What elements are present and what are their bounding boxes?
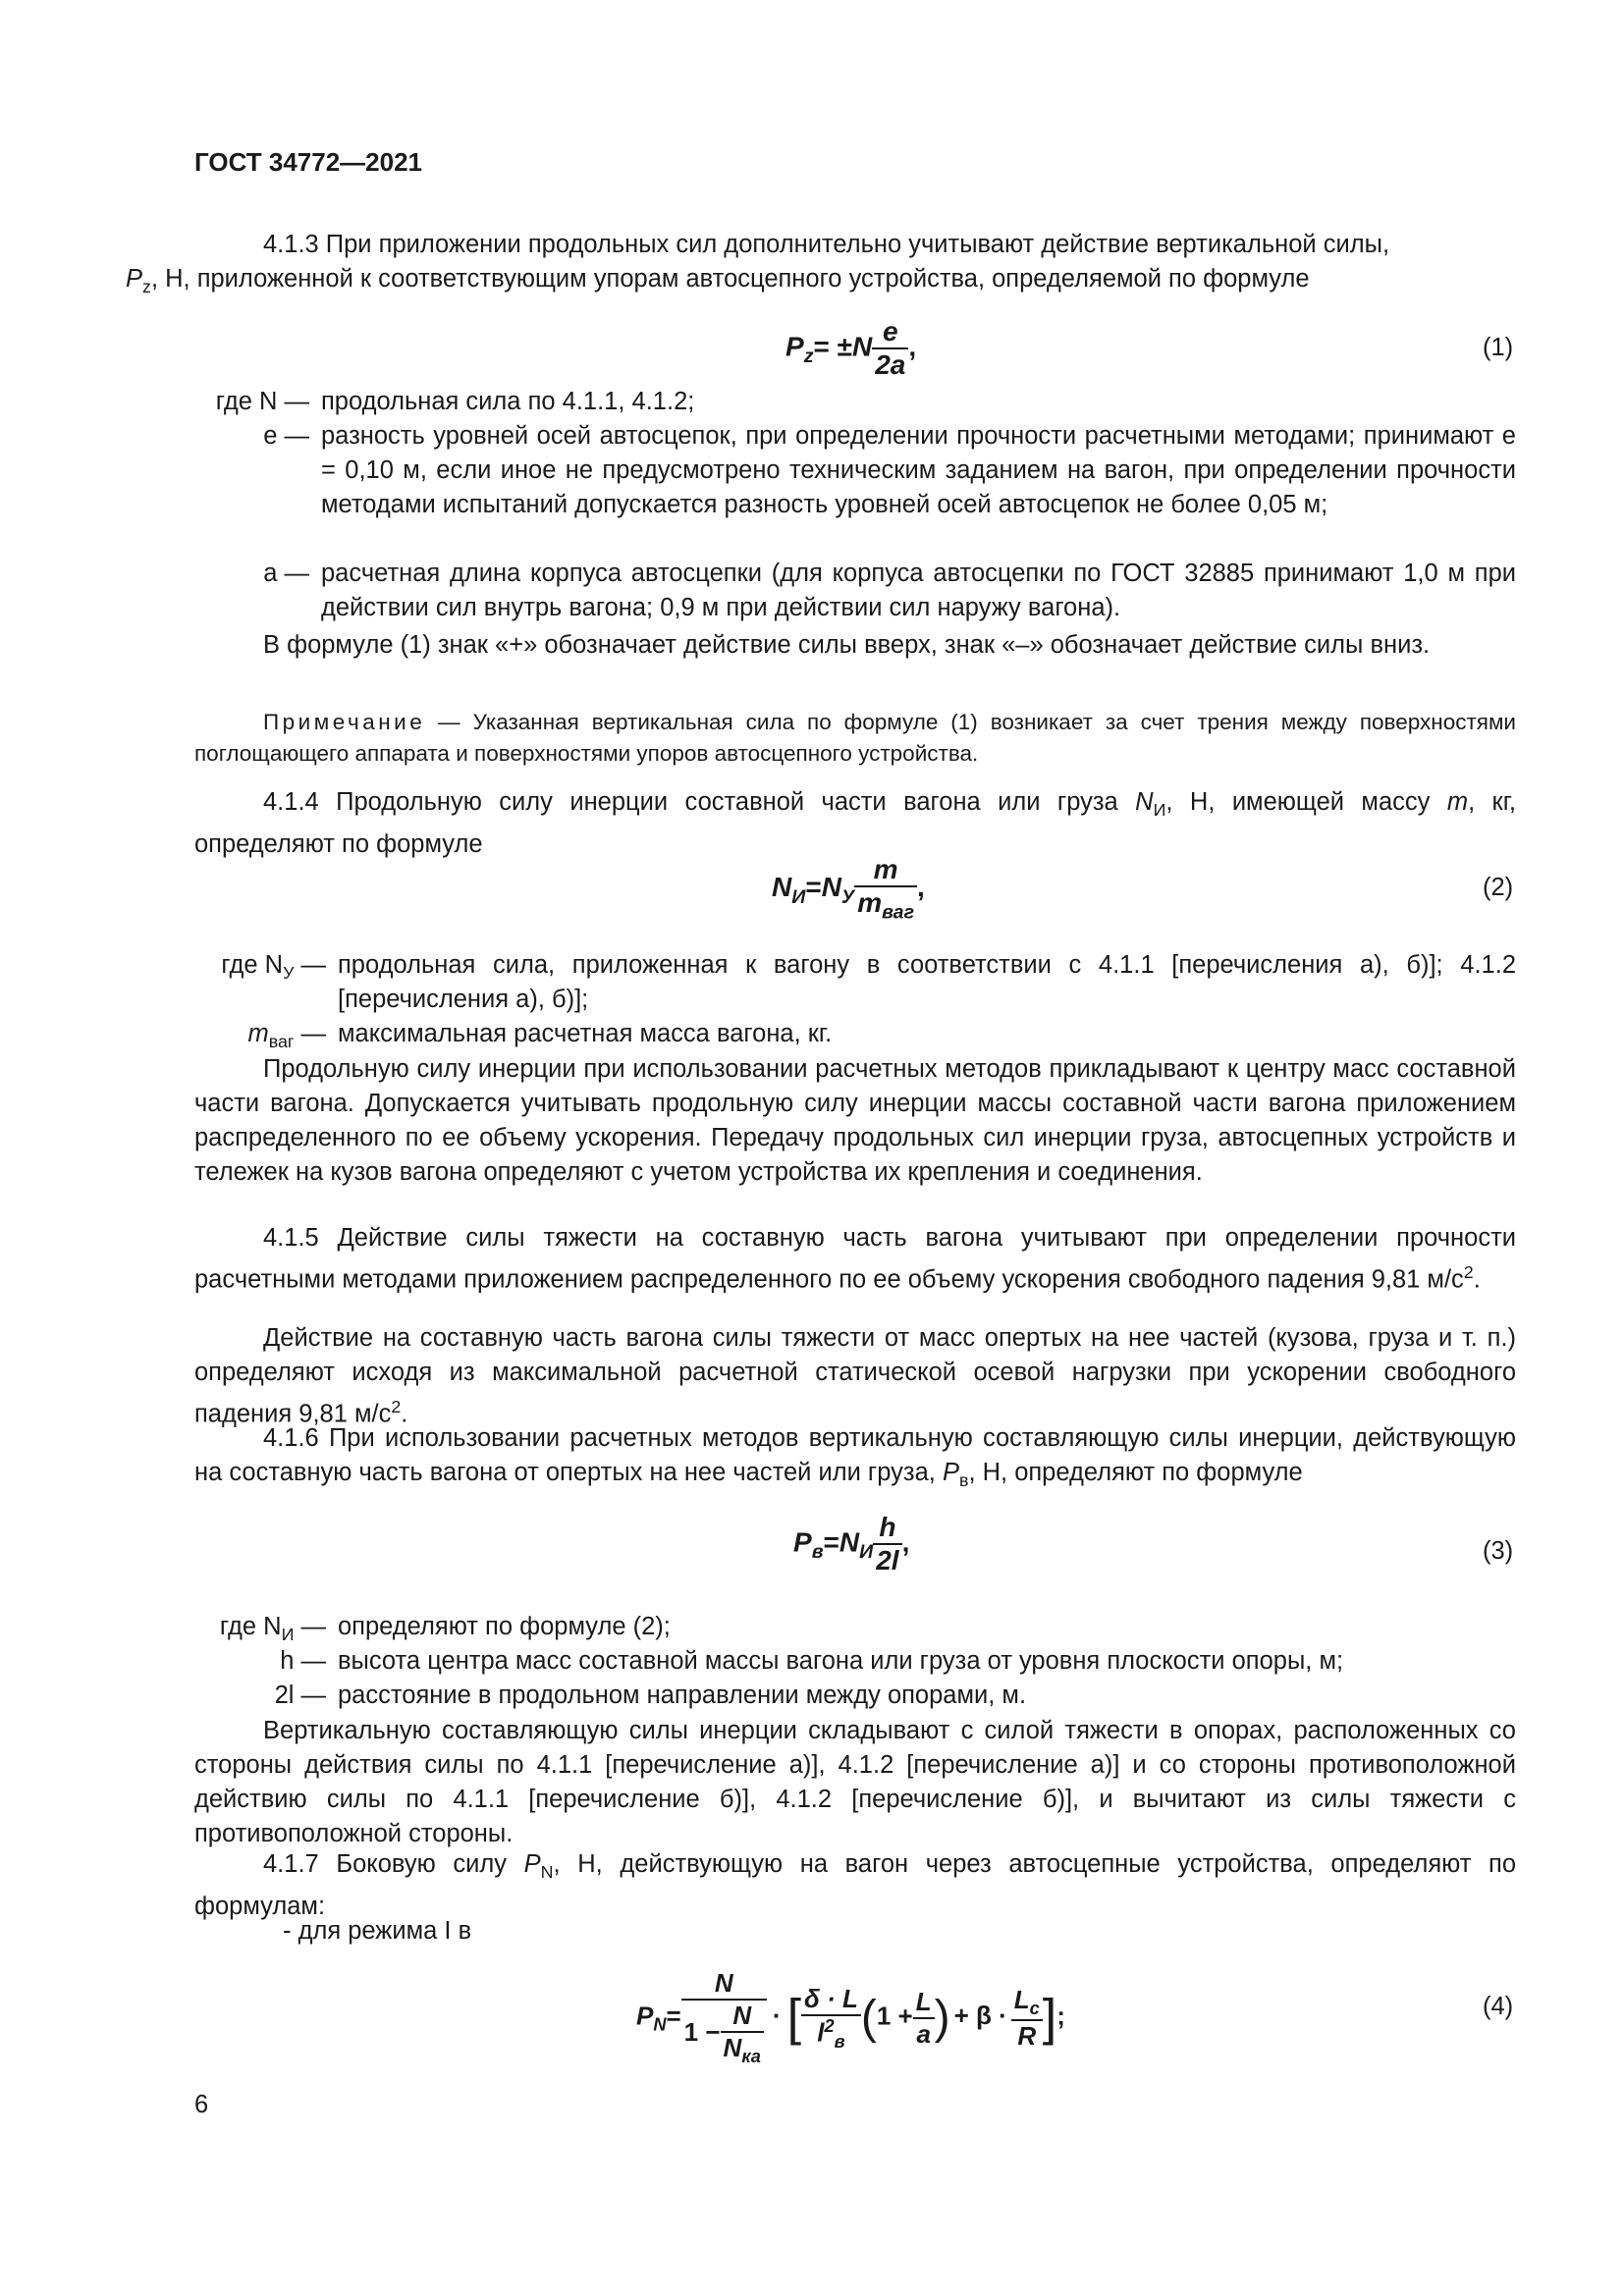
where-label: e — <box>263 422 309 450</box>
equation-number-2: (2) <box>1483 874 1514 901</box>
paragraph-vertical: Вертикальную составляющую силы инерции складывают с силой тяжести в опорах, расположенных со стороны действия силы по 4.1.1 [перечисление а)], 4.1.2 [перечисление а)] и со стороны противоположной действию силы по 4.1.1 [перечисление б)], 4.1.2 [перечисление б)], и вычитают из силы тяжести с противоположной стороны. <box>194 1717 1516 1847</box>
fraction: $\frac{L}{a}$ <box>913 1987 935 2050</box>
where-label: где $N_У$ — <box>221 951 326 984</box>
where-label: h — <box>280 1647 326 1675</box>
formula-2: $N_И=N_У$ $\frac{m}{m_{ваг}}$ , <box>772 854 925 924</box>
fraction: $\frac{\delta \cdot L}{l^2_в}$ <box>801 1984 861 2053</box>
fraction: $\frac{m}{m_{ваг}}$ <box>854 854 917 925</box>
paragraph-inertia: Продольную силу инерции при использовании расчетных методов прикладывают к центру масс составной части вагона. Допускается учитывать продольную силу инерции массы составной части вагона приложением распределенного по ее объему ускорения. Передачу продольных сил инерции груза, автосцепных устройств и тележек на кузов вагона определяют с учетом устройства их крепления и соединения. <box>194 1055 1516 1186</box>
where-label: a — <box>263 560 309 587</box>
where-text: определяют по формуле (2); <box>338 1613 671 1640</box>
where-label: где $N_И$ — <box>219 1613 326 1645</box>
note <box>194 707 1516 770</box>
p413-sub: z <box>142 277 151 297</box>
where-text: максимальная расчетная масса вагона, кг. <box>338 1020 833 1047</box>
formula-3: $P_в=N_И$ $\frac{h}{2l}$ , <box>793 1512 910 1575</box>
where-text: высота центра масс составной массы вагона или груза от уровня плоскости опоры, м; <box>338 1647 1344 1675</box>
where-text: продольная сила, приложенная к вагону в соответствии с 4.1.1 [перечисления а), б)]; 4.1.2 [перечисления а), б)]; <box>338 951 1516 1013</box>
paragraph-4-1-7: 4.1.7 Боковую силу $P_N$, Н, действующую на вагон через автосцепные устройства, определяют по формулам: <box>194 1850 1516 1921</box>
paragraph-gravity: Действие на составную часть вагона силы тяжести от масс опертых на нее частей (кузова, груза и т. п.) определяют исходя из максимальной расчетной статической осевой нагрузки при ускорении свободного падения 9,81 $м/с^2$. <box>194 1324 1516 1428</box>
fraction: $\frac{h}{2l}$ <box>873 1512 901 1576</box>
paragraph-4-1-6: 4.1.6 При использовании расчетных методов вертикальную составляющую силы инерции, действующую на составную часть вагона от опертых на нее частей или груза, $P_в$, Н, определяют по формуле <box>194 1424 1516 1491</box>
formula-4: $P_N=$ N 1 − $\frac{N}{N_{ка}}$ · [ $\frac{\delta \cdot L}{l^2_в}$ (1 + $\frac{L}{a}$ ) + β · $\frac{L_c}{R}$ ]; <box>636 1968 1065 2067</box>
paragraph-4-1-3 <box>126 228 1516 304</box>
paragraph-4-1-4: 4.1.4 Продольную силу инерции составной части вагона или груза $N_И$, Н, имеющей массу m, кг, определяют по формуле <box>194 788 1516 859</box>
formula-1: $P_z= \pm N$ $\frac{e}{2a}$ , <box>785 316 917 380</box>
fraction: $\frac{e}{2a}$ <box>872 316 908 381</box>
document-header: ГОСТ 34772—2021 <box>194 147 422 177</box>
where-block-2 <box>0 948 1624 1056</box>
fraction: $\frac{L_c}{R}$ <box>1011 1985 1043 2052</box>
where-label: 2l — <box>274 1682 326 1709</box>
where-text: расчетная длина корпуса автосцепки (для корпуса автосцепки по ГОСТ 32885 принимают 1,0 м при действии сил внутрь вагона; 0,9 м при действии сил наружу вагона). <box>321 560 1516 621</box>
mode-line: - для режима I в <box>283 1917 472 1945</box>
where-block-1 <box>0 385 1624 620</box>
where-text: разность уровней осей автосцепок, при определении прочности расчетными методами; принимают e = 0,10 м, если иное не предусмотрено техническим заданием на вагон, при определении прочности методами испытаний допускается разность уровней осей автосцепок не более 0,05 м; <box>321 422 1516 518</box>
where-label: $m_{ваг}$ — <box>247 1020 326 1052</box>
paragraph-4-1-5: 4.1.5 Действие силы тяжести на составную часть вагона учитывают при определении прочности расчетными методами приложением распределенного по ее объему ускорения свободного падения 9,81 $м/с^2$. <box>194 1224 1516 1294</box>
p413-line1: 4.1.3 При приложении продольных сил дополнительно учитывают действие вертикальной силы, <box>263 231 1390 258</box>
sign-paragraph: В формуле (1) знак «+» обозначает действие силы вверх, знак «–» обозначает действие силы вниз. <box>263 631 1431 659</box>
fraction: N 1 − $\frac{N}{N_{ка}}$ <box>681 1968 767 2067</box>
note-label: Примечание <box>263 710 426 734</box>
where-label: где N — <box>215 388 309 415</box>
equation-number-3: (3) <box>1483 1537 1514 1565</box>
note-text: — Указанная вертикальная сила по формуле (1) возникает за счет трения между поверхностями поглощающего аппарата и поверхностями упоров автосцепного устройства. <box>194 710 1516 766</box>
equation-number-4: (4) <box>1483 1993 1514 2020</box>
p413-var: P <box>126 265 143 293</box>
where-text: продольная сила по 4.1.1, 4.1.2; <box>321 388 695 415</box>
equation-number-1: (1) <box>1483 334 1514 361</box>
where-block-3 <box>0 1610 1624 1718</box>
page-number: 6 <box>194 2091 209 2118</box>
p413-line2: , Н, приложенной к соответствующим упорам автосцепного устройства, определяемой по формуле <box>150 265 1310 293</box>
where-text: расстояние в продольном направлении между опорами, м. <box>338 1682 1027 1709</box>
